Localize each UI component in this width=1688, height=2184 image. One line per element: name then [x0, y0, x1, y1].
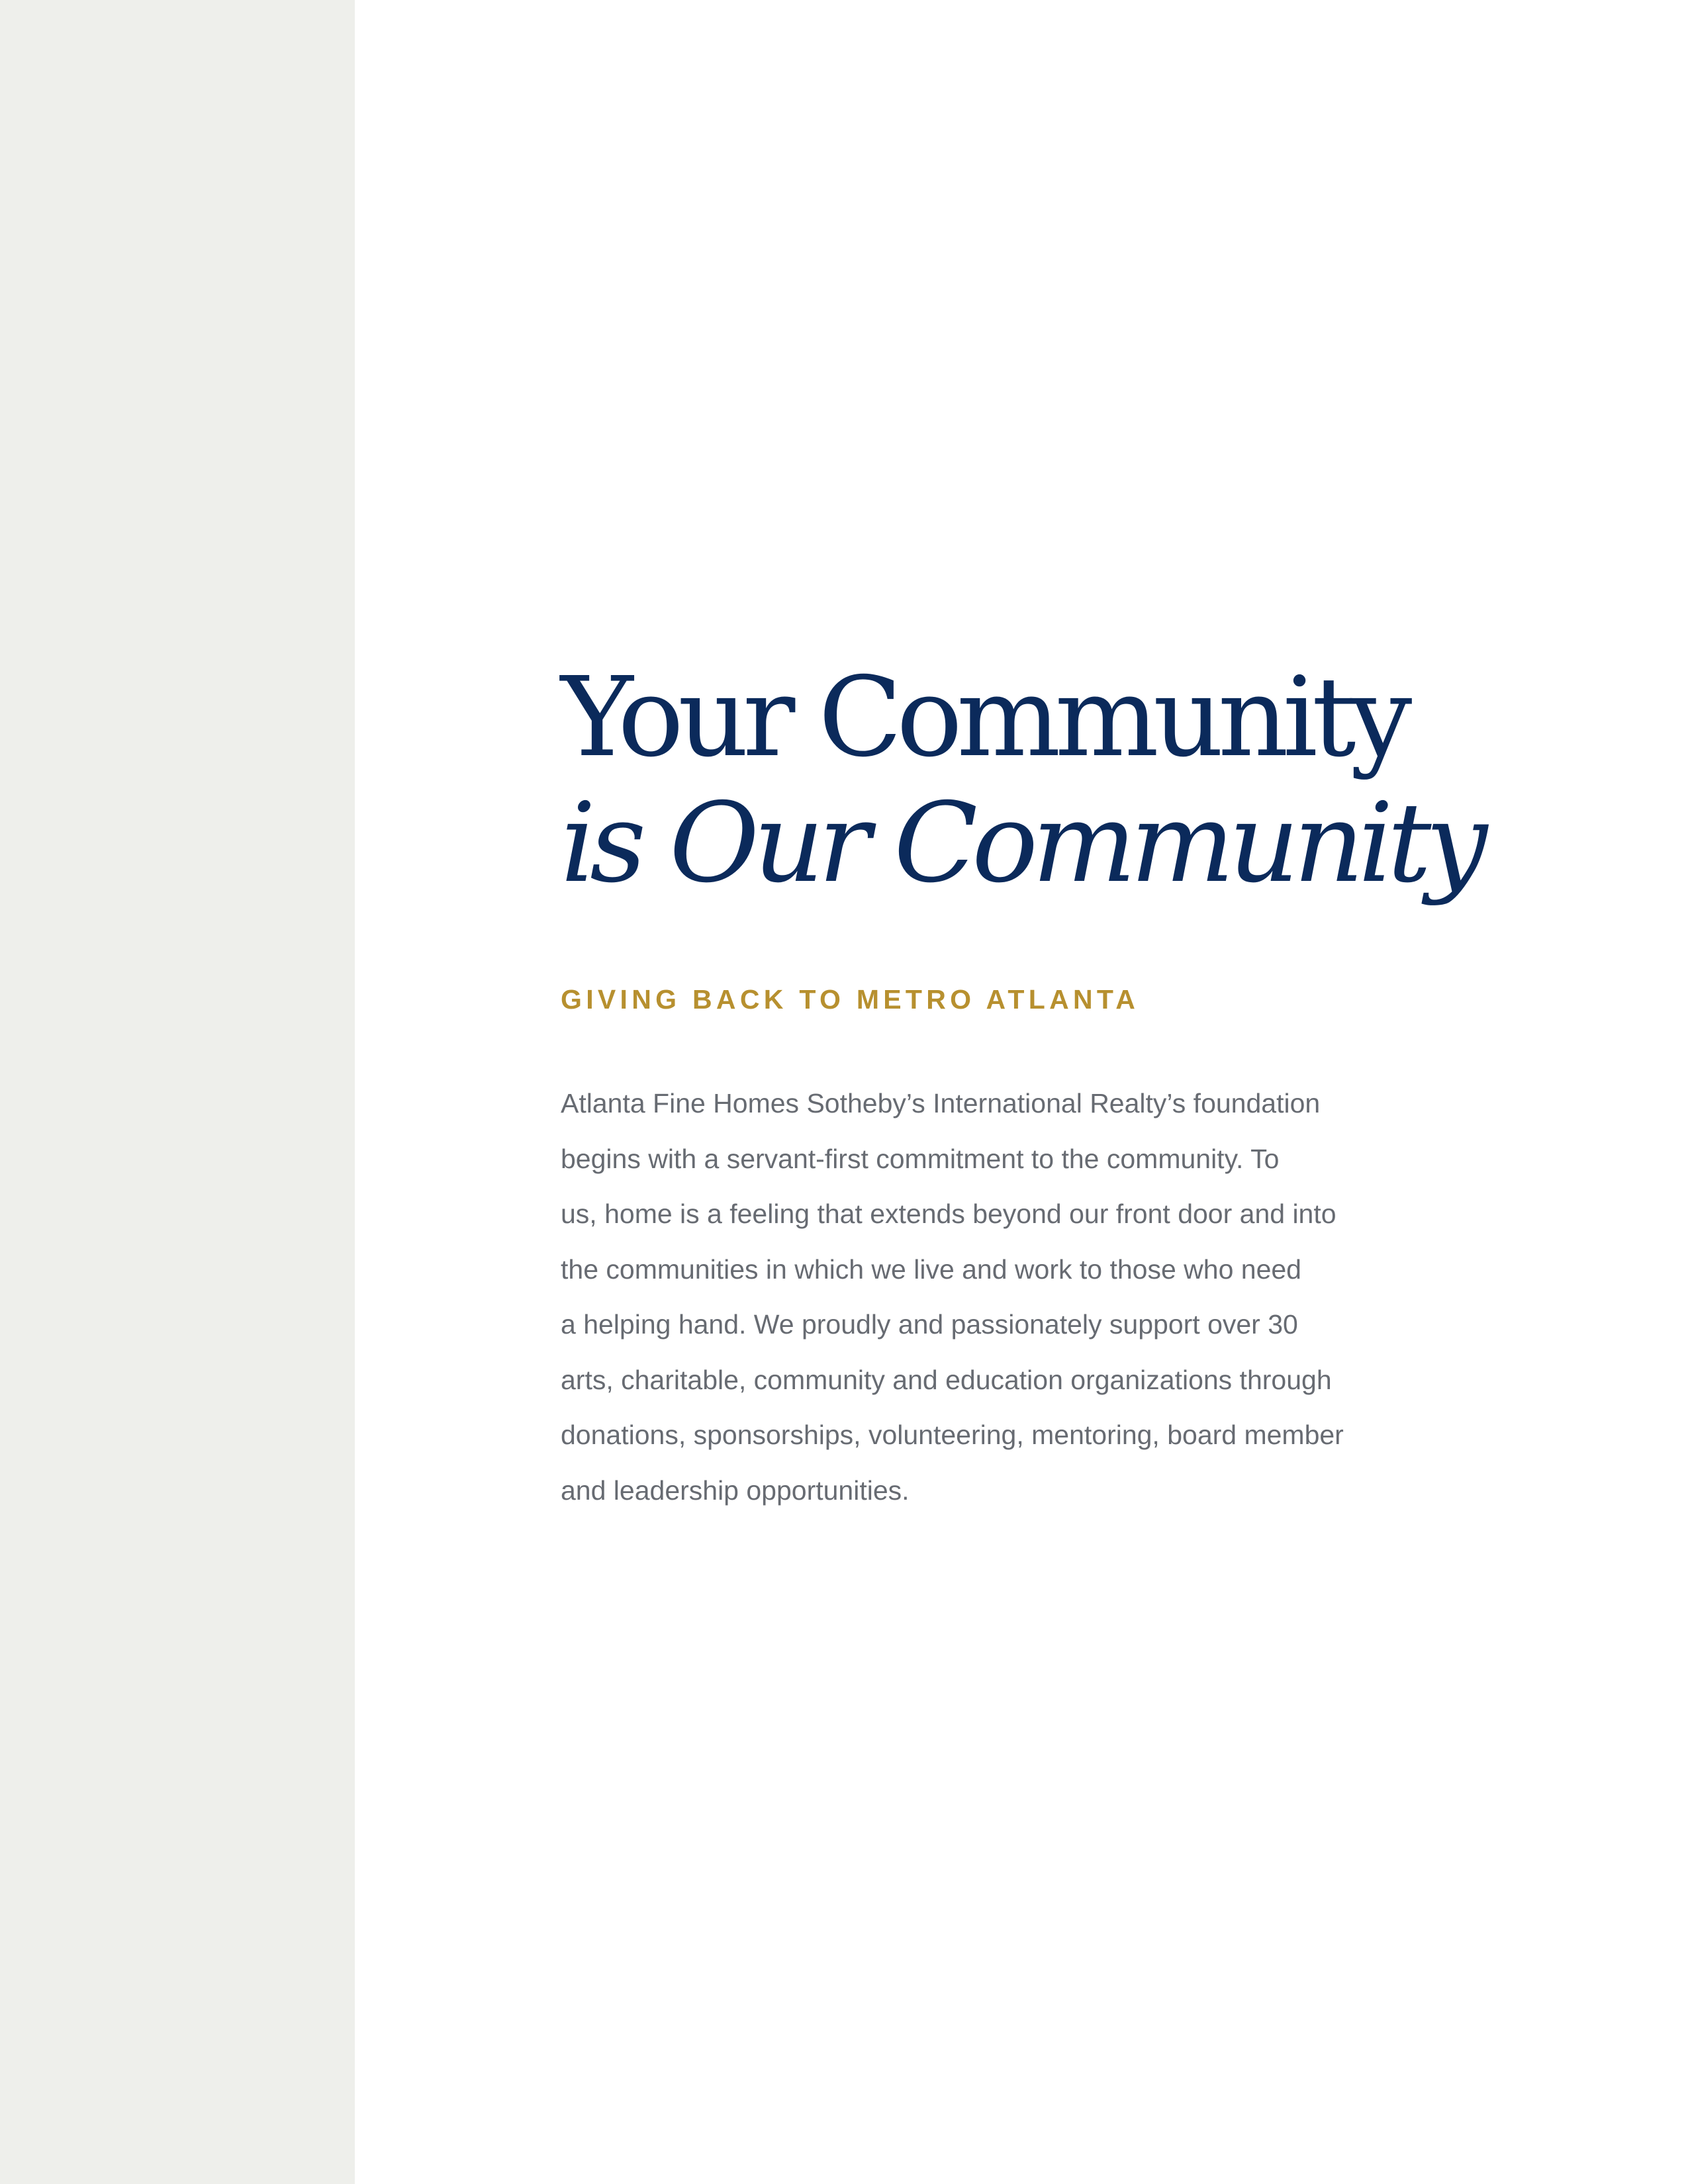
- body-line: us, home is a feeling that extends beyond our front door and into: [561, 1199, 1336, 1229]
- section-subheading: GIVING BACK TO METRO ATLANTA: [561, 984, 1140, 1015]
- body-line: a helping hand. We proudly and passionately support over 30: [561, 1309, 1298, 1340]
- title-line-2: is Our Community: [561, 780, 1482, 907]
- body-line: Atlanta Fine Homes Sotheby’s International Realty’s foundation: [561, 1088, 1321, 1118]
- body-line: donations, sponsorships, volunteering, mentoring, board member: [561, 1420, 1344, 1450]
- body-line: begins with a servant-first commitment to the community. To: [561, 1143, 1280, 1174]
- page-title: [561, 654, 1482, 907]
- content-block: [561, 654, 1482, 1518]
- body-line: and leadership opportunities.: [561, 1475, 910, 1506]
- side-band: [0, 0, 355, 2184]
- body-line: the communities in which we live and work to those who need: [561, 1253, 1301, 1285]
- body-line: arts, charitable, community and education organizations through: [561, 1364, 1332, 1395]
- title-line-1: Your Community: [561, 654, 1407, 782]
- body-paragraph: [561, 1076, 1421, 1518]
